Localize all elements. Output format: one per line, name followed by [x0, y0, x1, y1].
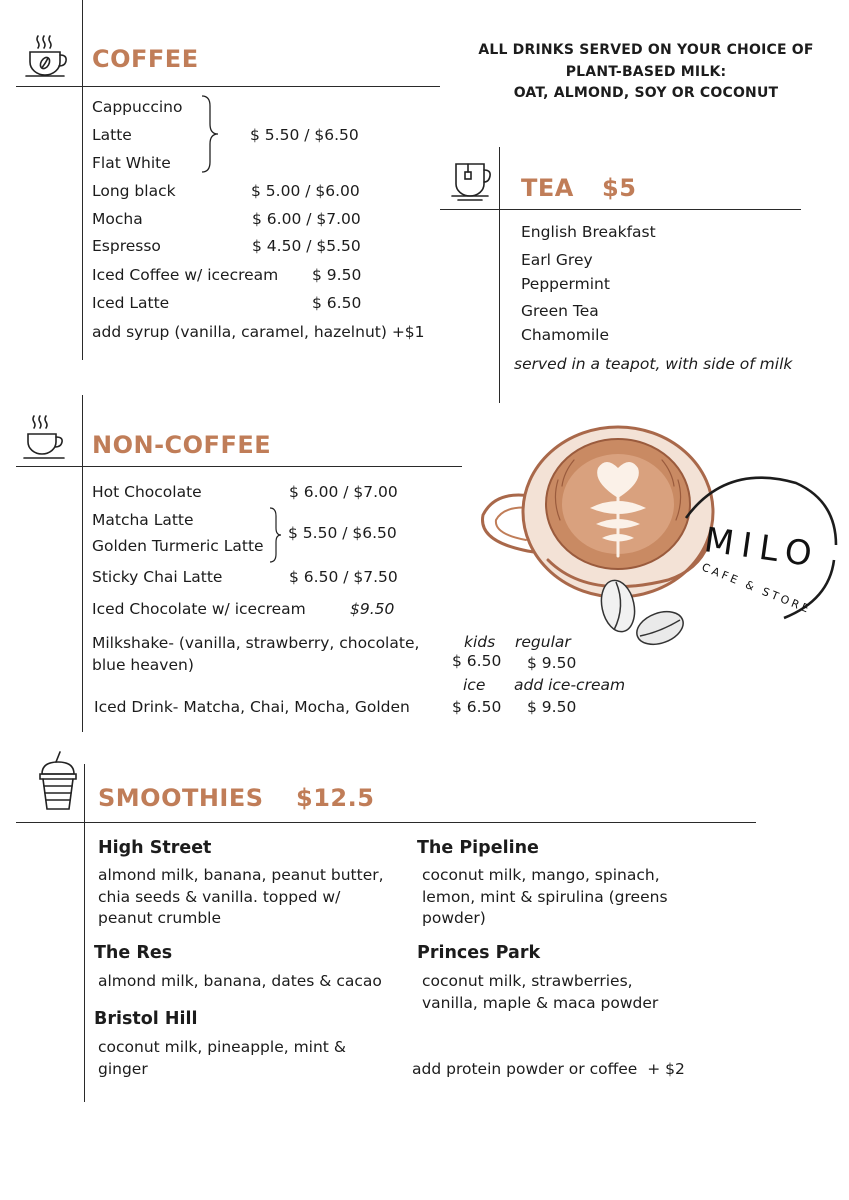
milo-logo-name: MILO	[701, 520, 823, 576]
coffee-price-mocha: $ 6.00 / $7.00	[252, 210, 361, 228]
notice-line: OAT, ALMOND, SOY OR COCONUT	[513, 85, 779, 101]
noncoffee-item-hot-chocolate: Hot Chocolate	[92, 483, 202, 501]
smoothie-desc-the-res: almond milk, banana, dates & cacao	[98, 972, 382, 990]
noncoffee-item-golden-turmeric: Golden Turmeric Latte	[92, 537, 264, 555]
iced-drink-label-ice: ice	[463, 676, 486, 694]
smoothie-addon-protein: add protein powder or coffee + $2	[412, 1060, 685, 1078]
tea-item-green-tea: Green Tea	[521, 302, 599, 320]
smoothie-name-the-pipeline: The Pipeline	[417, 838, 539, 858]
iced-drink-price-ice-cream: $ 9.50	[527, 698, 577, 716]
smoothie-desc-princes-park: coconut milk, strawberries, vanilla, maple & maca powder	[422, 972, 659, 1012]
coffee-item-cappuccino: Cappuccino	[92, 98, 183, 116]
coffee-item-mocha: Mocha	[92, 210, 143, 228]
coffee-cup-with-bean-icon	[24, 32, 70, 84]
noncoffee-price-sticky-chai: $ 6.50 / $7.50	[289, 568, 398, 586]
noncoffee-item-matcha-latte: Matcha Latte	[92, 511, 194, 529]
smoothie-cup-icon	[36, 752, 80, 816]
tea-heading: TEA	[521, 174, 574, 202]
coffee-group-price: $ 5.50 / $6.50	[250, 126, 359, 144]
noncoffee-vertical-rule	[82, 395, 83, 732]
noncoffee-heading: NON-COFFEE	[92, 431, 272, 459]
milkshake-size-label-regular: regular	[515, 633, 571, 651]
smoothies-horizontal-rule	[16, 822, 756, 823]
tea-item-earl-grey: Earl Grey	[521, 251, 593, 269]
coffee-item-latte: Latte	[92, 126, 132, 144]
tea-horizontal-rule	[440, 209, 801, 210]
noncoffee-item-milkshake: Milkshake- (vanilla, strawberry, chocolate,	[92, 634, 420, 652]
smoothie-name-the-res: The Res	[94, 943, 173, 963]
smoothie-desc-high-street: almond milk, banana, peanut butter, chia seeds & vanilla. topped w/ peanut crumble	[98, 866, 384, 927]
tea-serving-note: served in a teapot, with side of milk	[514, 355, 793, 373]
coffee-vertical-rule	[82, 0, 83, 360]
noncoffee-group-price: $ 5.50 / $6.50	[288, 524, 397, 542]
coffee-item-iced-coffee: Iced Coffee w/ icecream	[92, 266, 279, 284]
noncoffee-item-iced-chocolate: Iced Chocolate w/ icecream	[92, 600, 306, 618]
smoothies-vertical-rule	[84, 764, 85, 1102]
iced-drink-label-add-ice-cream: add ice-cream	[514, 676, 626, 694]
smoothies-price: $12.5	[296, 784, 375, 812]
milkshake-size-label-kids: kids	[464, 633, 496, 651]
milkshake-price-regular: $ 9.50	[527, 654, 577, 672]
teacup-with-teabag-icon	[448, 158, 494, 208]
noncoffee-item-iced-drink: Iced Drink- Matcha, Chai, Mocha, Golden	[94, 698, 410, 716]
coffee-addon-syrup: add syrup (vanilla, caramel, hazelnut) +$1	[92, 323, 425, 341]
noncoffee-horizontal-rule	[16, 466, 462, 467]
noncoffee-group-brace	[268, 506, 282, 568]
noncoffee-item-milkshake-cont: blue heaven)	[92, 656, 194, 674]
smoothie-name-princes-park: Princes Park	[417, 943, 541, 963]
tea-item-english-breakfast: English Breakfast	[521, 223, 656, 241]
coffee-price-iced-latte: $ 6.50	[312, 294, 362, 312]
noncoffee-price-hot-chocolate: $ 6.00 / $7.00	[289, 483, 398, 501]
noncoffee-price-iced-chocolate: $9.50	[350, 600, 395, 618]
tea-item-chamomile: Chamomile	[521, 326, 609, 344]
coffee-item-iced-latte: Iced Latte	[92, 294, 170, 312]
smoothie-desc-the-pipeline: coconut milk, mango, spinach, lemon, mint & spirulina (greens powder)	[422, 866, 668, 927]
smoothie-name-bristol-hill: Bristol Hill	[94, 1009, 198, 1029]
tea-item-peppermint: Peppermint	[521, 275, 610, 293]
smoothie-desc-bristol-hill: coconut milk, pineapple, mint & ginger	[98, 1038, 346, 1078]
steaming-coffee-cup-icon	[22, 414, 70, 466]
notice-line: ALL DRINKS SERVED ON YOUR CHOICE OF	[478, 42, 814, 58]
tea-vertical-rule	[499, 147, 500, 403]
coffee-item-long-black: Long black	[92, 182, 176, 200]
milo-logo-tagline: CAFE & STORE	[699, 560, 814, 617]
tea-price: $5	[602, 174, 637, 202]
coffee-item-espresso: Espresso	[92, 237, 161, 255]
iced-drink-price-ice: $ 6.50	[452, 698, 502, 716]
coffee-heading: COFFEE	[92, 45, 199, 73]
plant-milk-notice	[462, 40, 830, 105]
noncoffee-item-sticky-chai: Sticky Chai Latte	[92, 568, 223, 586]
coffee-horizontal-rule	[16, 86, 440, 87]
smoothies-heading: SMOOTHIES	[98, 784, 264, 812]
coffee-price-iced-coffee: $ 9.50	[312, 266, 362, 284]
smoothie-name-high-street: High Street	[98, 838, 212, 858]
coffee-price-espresso: $ 4.50 / $5.50	[252, 237, 361, 255]
notice-line: PLANT-BASED MILK:	[565, 63, 727, 80]
milkshake-price-kids: $ 6.50	[452, 652, 502, 670]
coffee-item-flat-white: Flat White	[92, 154, 171, 172]
coffee-group-brace	[200, 94, 220, 180]
coffee-price-long-black: $ 5.00 / $6.00	[251, 182, 360, 200]
